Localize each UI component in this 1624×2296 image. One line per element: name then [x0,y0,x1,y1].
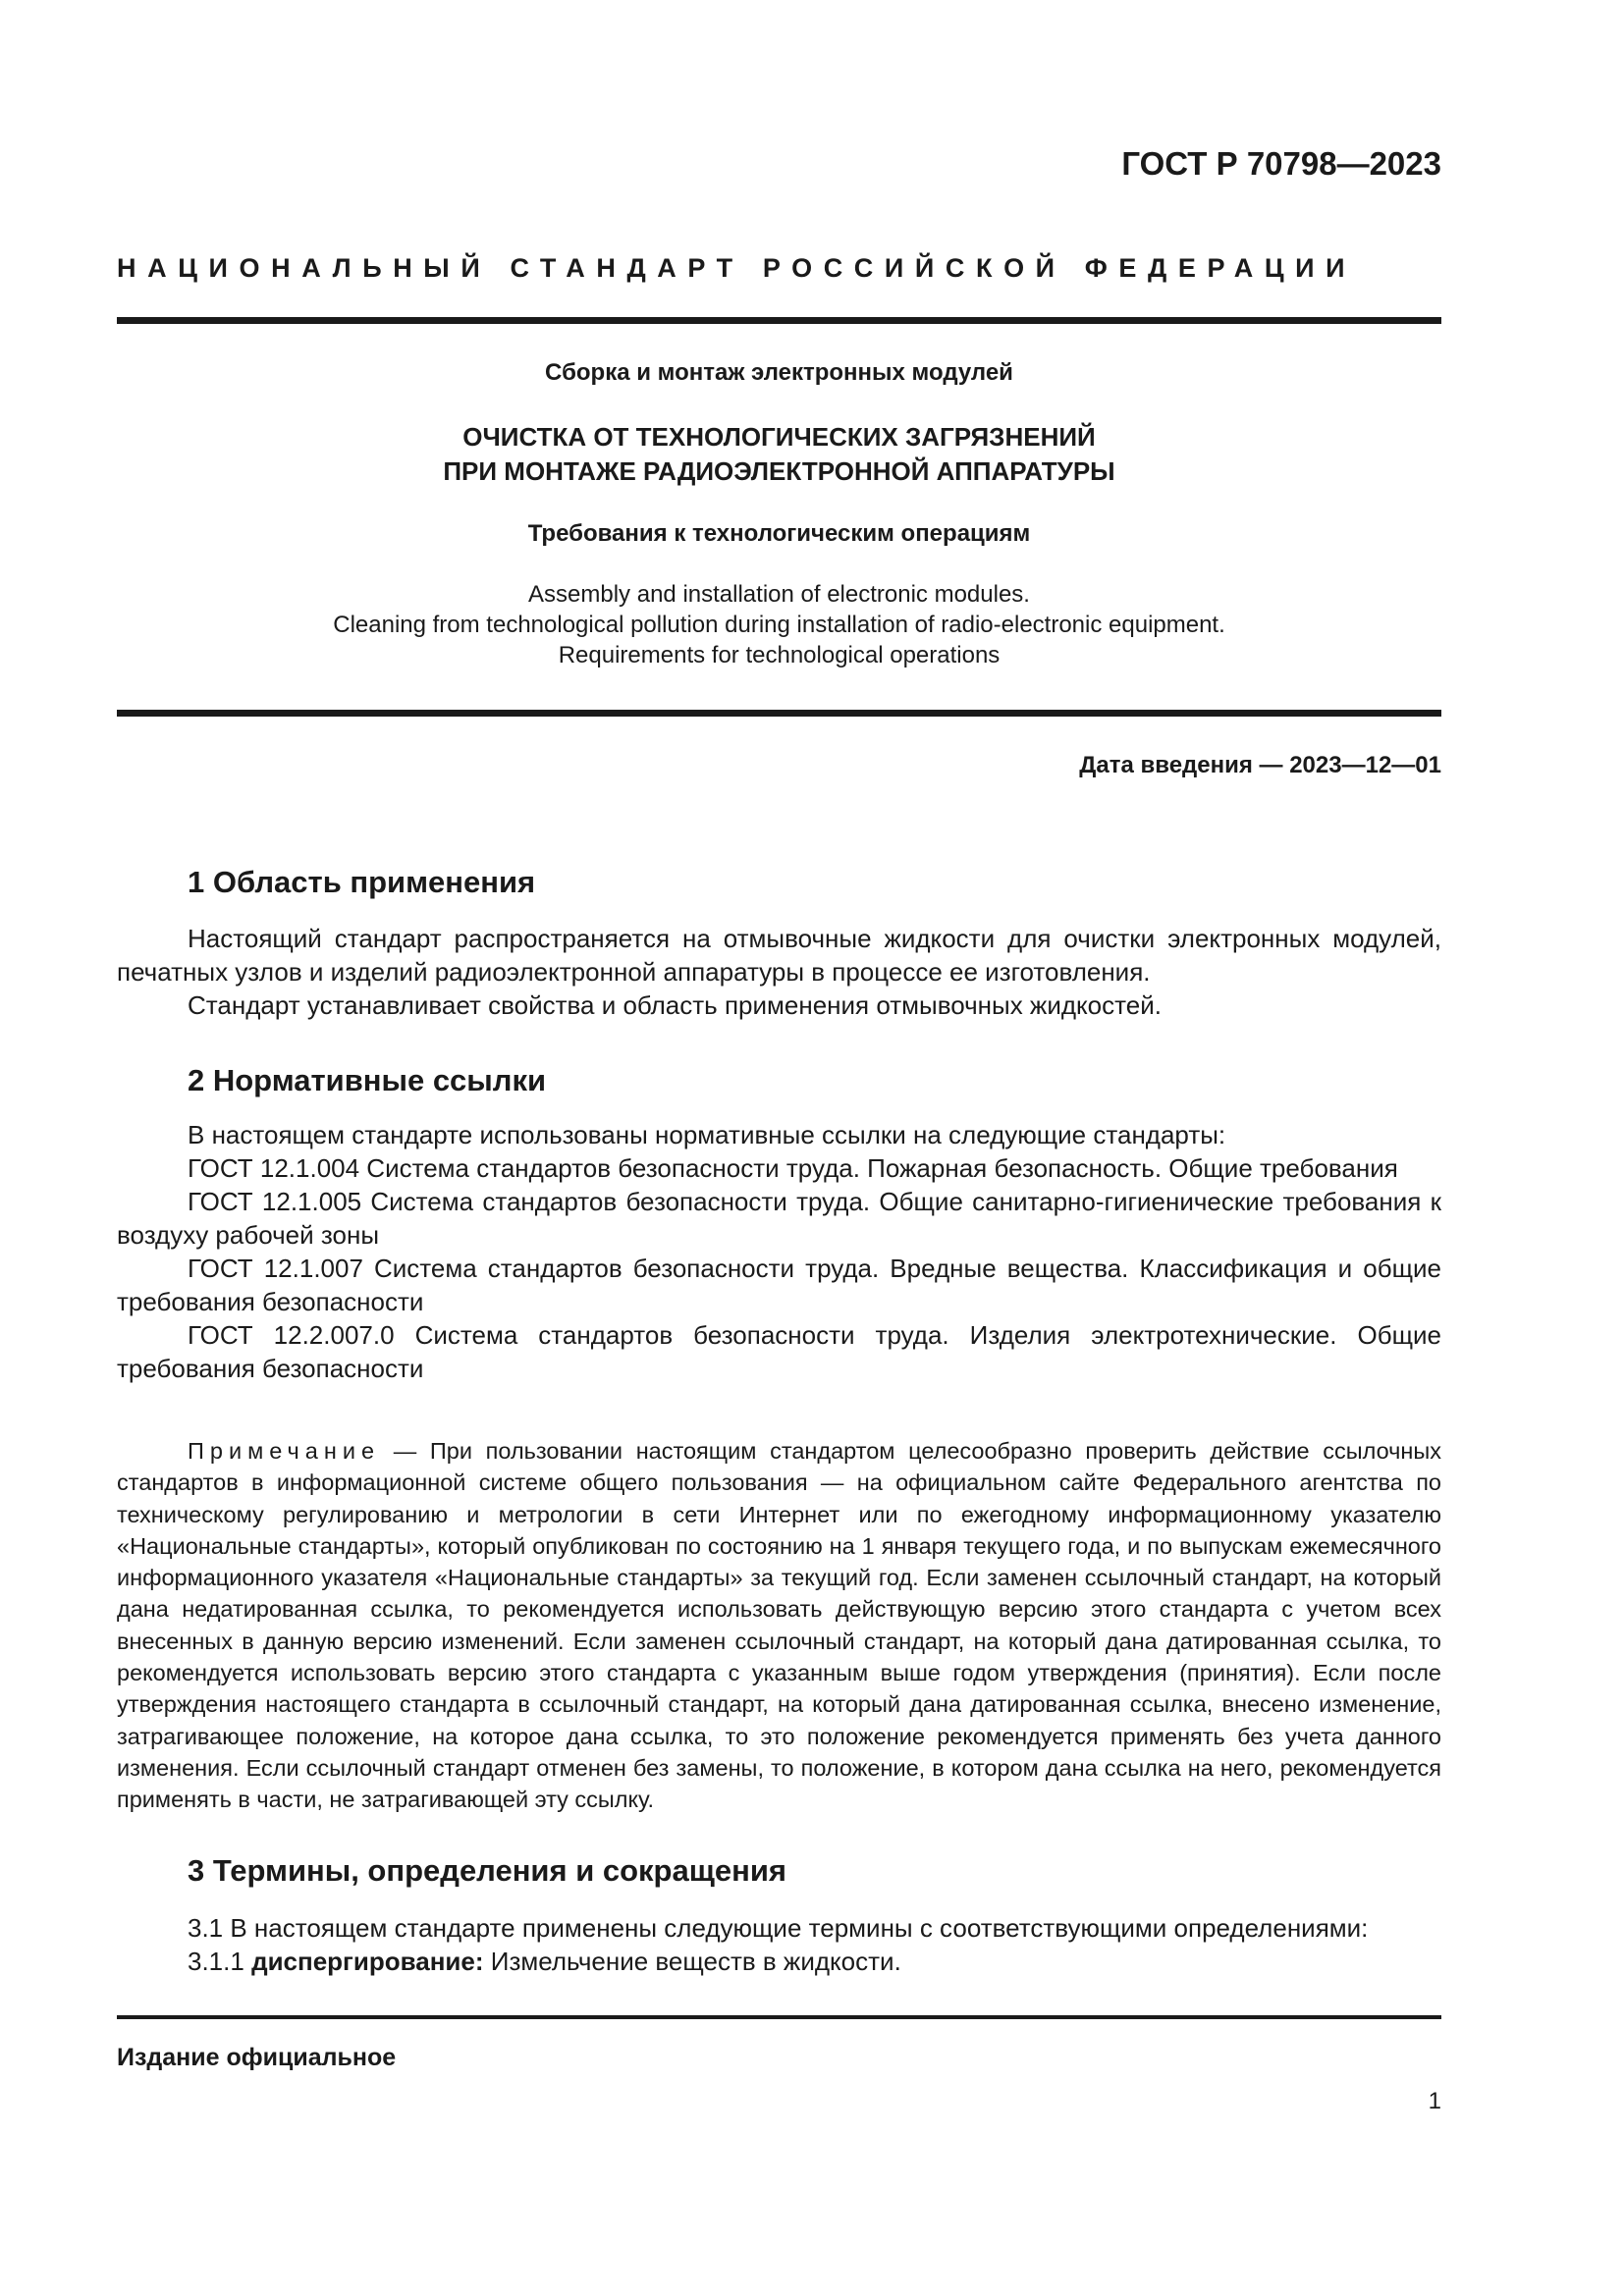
top-divider [117,317,1441,324]
term-definition-text: Измельчение веществ в жидкости. [483,1947,901,1976]
title-line-2: ПРИ МОНТАЖЕ РАДИОЭЛЕКТРОННОЙ АППАРАТУРЫ [443,456,1115,486]
english-title-line-3: Requirements for technological operations [558,642,1001,668]
page-number: 1 [1428,2088,1441,2114]
footer-divider [117,2015,1441,2019]
document-title [117,420,1441,489]
title-line-1: ОЧИСТКА ОТ ТЕХНОЛОГИЧЕСКИХ ЗАГРЯЗНЕНИЙ [462,422,1096,452]
term-definition [117,1945,1441,1978]
note-paragraph [117,1435,1441,1816]
section-2-heading: 2 Нормативные ссылки [188,1063,547,1097]
normative-reference-4: ГОСТ 12.2.007.0 Система стандартов безопасности труда. Изделия электротехнические. Общие требования безопасности [117,1320,1441,1383]
official-edition-label: Издание официальное [117,2044,397,2071]
term-name: диспергирование: [251,1947,484,1976]
document-page [117,0,1441,2296]
document-number: ГОСТ Р 70798—2023 [1121,145,1441,182]
section-1-heading: 1 Область применения [188,865,536,899]
normative-reference-3: ГОСТ 12.1.007 Система стандартов безопасности труда. Вредные вещества. Классификация и общие требования безопасности [117,1254,1441,1316]
series-title: Сборка и монтаж электронных модулей [545,359,1013,386]
section-1-paragraph-1: Настоящий стандарт распространяется на отмывочные жидкости для очистки электронных модулей, печатных узлов и изделий радиоэлектронной аппаратуры в процессе ее изготовления. [117,924,1441,987]
section-3-heading: 3 Термины, определения и сокращения [188,1853,786,1888]
section-3-body [117,1911,1441,1978]
section-2-note [117,1435,1441,1816]
title-divider [117,710,1441,717]
document-subtitle: Требования к технологическим операциям [527,520,1031,547]
note-label: Примечание [188,1438,381,1464]
english-title-line-1: Assembly and installation of electronic modules. [528,581,1030,608]
section-3-paragraph-1: 3.1 В настоящем стандарте применены следующие термины с соответствующими определениями: [188,1913,1369,1943]
section-1-paragraph-2: Стандарт устанавливает свойства и область применения отмывочных жидкостей. [188,990,1162,1020]
term-number: 3.1.1 [188,1947,252,1976]
note-text: — При пользовании настоящим стандартом целесообразно проверить действие ссылочных стандартов в информационной системе общего пользования — на официальном сайте Федерального агентства по техническому регулированию и метрологии в сети Интернет или по ежегодному информационному указателю «Национальные стандарты», который опубликован по состоянию на 1 января текущего года, и по выпускам ежемесячного информационного указателя «Национальные стандарты» за текущий год. Если заменен ссылочный стандарт, на который дана недатированная ссылка, то рекомендуется использовать действующую версию этого стандарта с учетом всех внесенных в данную версию изменений. Если заменен ссылочный стандарт, на который дана датированная ссылка, то рекомендуется использовать версию этого стандарта с указанным выше годом утверждения (принятия). Если после утверждения настоящего стандарта в ссылочный стандарт, на который дана датированная ссылка, внесено изменение, затрагивающее положение, на которое дана ссылка, то это положение рекомендуется применять без учета данного изменения. Если ссылочный стандарт отменен без замены, то положение, в котором дана ссылка на него, рекомендуется применять в части, не затрагивающей эту ссылку. [117,1438,1441,1813]
normative-reference-2: ГОСТ 12.1.005 Система стандартов безопасности труда. Общие санитарно-гигиенические требования к воздуху рабочей зоны [117,1187,1441,1250]
section-1-body [117,922,1441,1022]
english-title-line-2: Cleaning from technological pollution during installation of radio-electronic equipment. [333,612,1225,638]
introduction-date: Дата введения — 2023—12—01 [1079,752,1441,778]
section-2-body [117,1118,1441,1385]
normative-reference-1: ГОСТ 12.1.004 Система стандартов безопасности труда. Пожарная безопасность. Общие требования [188,1153,1398,1183]
national-standard-banner: НАЦИОНАЛЬНЫЙ СТАНДАРТ РОССИЙСКОЙ ФЕДЕРАЦИИ [117,253,1357,283]
section-2-paragraph-1: В настоящем стандарте использованы нормативные ссылки на следующие стандарты: [188,1120,1226,1149]
english-title [117,579,1441,670]
